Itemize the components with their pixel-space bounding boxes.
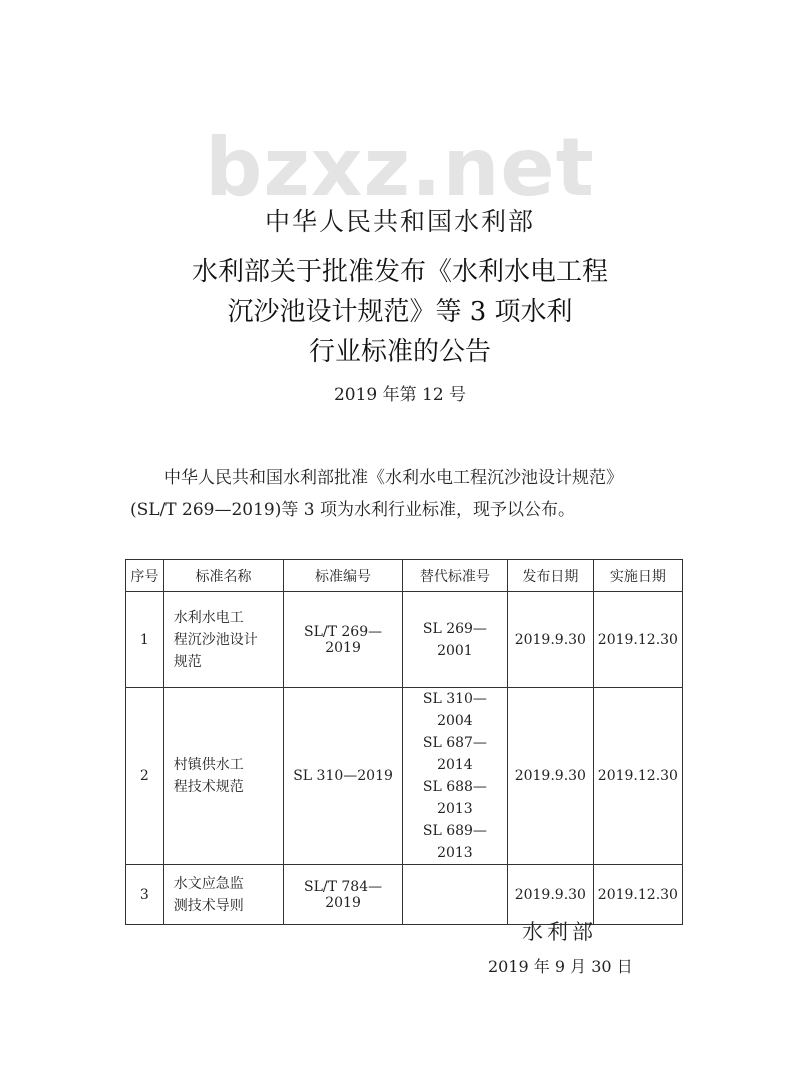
publish-date-cell: 2019.9.30 (507, 865, 593, 925)
body-line: (SL/T 269—2019)等 3 项为水利行业标准，现予以公布。 (130, 500, 576, 520)
signature-date: 2019 年 9 月 30 日 (488, 957, 633, 976)
publish-date-cell: 2019.9.30 (507, 592, 593, 688)
replaced-standard: SL 687—2014 (422, 735, 487, 773)
title-line: 沉沙池设计规范》等 3 项水利 (227, 297, 573, 327)
title-line: 行业标准的公告 (308, 337, 491, 367)
replaced-standard-cell (402, 865, 507, 925)
header-cell: 实施日期 (593, 560, 682, 592)
table-header-row (126, 560, 683, 592)
name-line: 程沉沙池设计 (173, 631, 258, 648)
standard-code-cell: SL/T 784—2019 (284, 865, 403, 925)
publish-date-cell: 2019.9.30 (507, 688, 593, 865)
standard-code-cell: SL 310—2019 (284, 688, 403, 865)
name-line: 水利水电工 (173, 609, 244, 626)
standard-name-cell (163, 865, 283, 925)
body-line: 中华人民共和国水利部批准《水利水电工程沉沙池设计规范》 (164, 468, 623, 488)
title-line: 水利部关于批准发布《水利水电工程 (191, 257, 608, 287)
header-cell: 发布日期 (507, 560, 593, 592)
standard-name-cell (163, 592, 283, 688)
replaced-standard: SL 310—2004 (422, 691, 487, 729)
replaced-standard-cell (402, 688, 507, 865)
seq-cell: 3 (126, 865, 164, 925)
replaced-standard: SL 689—2013 (422, 823, 487, 861)
seq-cell: 1 (126, 592, 164, 688)
header-cell: 替代标准号 (402, 560, 507, 592)
name-line: 测技术导则 (173, 897, 244, 914)
table-row (126, 592, 683, 688)
effective-date-cell: 2019.12.30 (593, 592, 682, 688)
effective-date-cell: 2019.12.30 (593, 865, 682, 925)
header-cell: 标准名称 (163, 560, 283, 592)
body-paragraph (130, 462, 700, 526)
replaced-standard: SL 688—2013 (422, 779, 487, 817)
name-line: 规范 (173, 653, 202, 670)
table-row (126, 865, 683, 925)
header-cell: 序号 (126, 560, 164, 592)
replaced-standard: SL 269—2001 (422, 620, 487, 659)
header-cell: 标准编号 (284, 560, 403, 592)
name-line: 水文应急监 (173, 875, 244, 892)
name-line: 村镇供水工 (173, 757, 244, 773)
announcement-number: 2019 年第 12 号 (333, 385, 467, 405)
watermark: bzxz.net (205, 121, 595, 214)
standard-code-cell: SL/T 269—2019 (284, 592, 403, 688)
document-title (0, 252, 800, 372)
issuer-heading: 中华人民共和国水利部 (264, 207, 535, 236)
name-line: 程技术规范 (173, 779, 244, 795)
replaced-standard-cell (402, 592, 507, 688)
standard-name-cell (163, 688, 283, 865)
signer: 水利部 (522, 920, 597, 944)
table-row (126, 688, 683, 865)
effective-date-cell: 2019.12.30 (593, 688, 682, 865)
standards-table (125, 559, 683, 925)
seq-cell: 2 (126, 688, 164, 865)
